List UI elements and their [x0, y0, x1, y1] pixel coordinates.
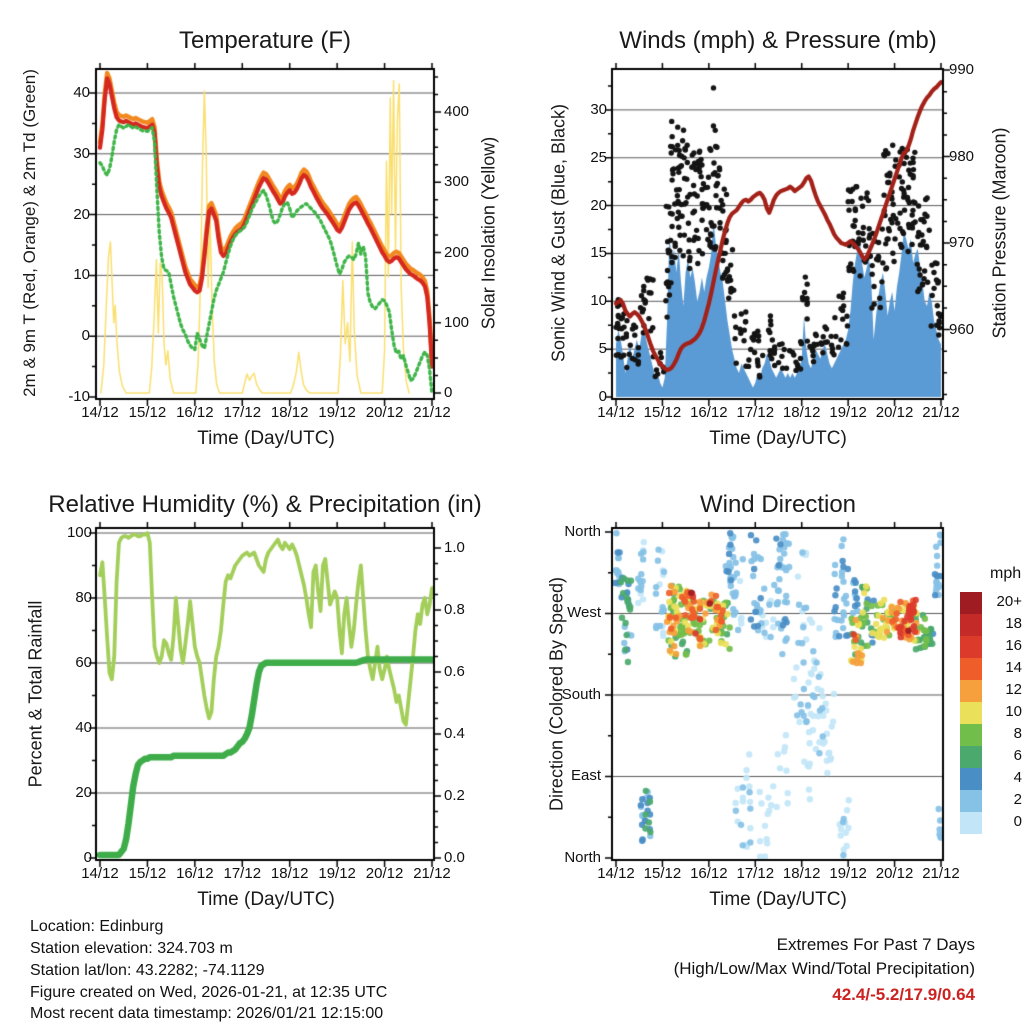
- extremes-values: 42.4/-5.2/17.9/0.64: [832, 985, 975, 1004]
- y-tick-label: South: [561, 685, 601, 703]
- legend-entry: [960, 636, 1022, 658]
- legend-label: 10: [1005, 703, 1022, 720]
- y-tick-label: North: [564, 849, 601, 866]
- y-tick-label: 5: [598, 340, 607, 358]
- legend-label: 6: [1013, 747, 1022, 764]
- y-tick-label: 30: [590, 100, 607, 118]
- x-tick-label: 17/12: [736, 404, 775, 421]
- panel1-title: Temperature (F): [178, 27, 352, 54]
- legend-label: 0: [1013, 813, 1022, 830]
- panel1-ylabel-right: Solar Insolation (Yellow): [478, 136, 499, 330]
- x-tick-label: 19/12: [829, 865, 867, 882]
- y-tick-label: 0.4: [444, 725, 465, 742]
- legend-label: 12: [1005, 681, 1022, 698]
- y-tick-label: 200: [444, 243, 470, 261]
- legend-entry: [960, 812, 1022, 834]
- y-tick-label: 0.2: [444, 787, 465, 804]
- x-tick-label: 19/12: [318, 404, 356, 421]
- y-tick-label: 30: [73, 144, 90, 162]
- extremes-title: Extremes For Past 7 Days: [776, 935, 975, 954]
- x-tick-label: 15/12: [128, 865, 167, 882]
- x-tick-label: 20/12: [365, 865, 404, 882]
- panel4-xtitle: Time (Day/UTC): [709, 889, 847, 910]
- y-tick-label: 60: [75, 654, 92, 671]
- legend-label: 2: [1013, 791, 1022, 808]
- y-tick-label: 1.0: [444, 539, 465, 556]
- y-tick-label: 970: [949, 234, 975, 251]
- panel1-xtitle: Time (Day/UTC): [197, 428, 335, 449]
- panel2-ylabel-right: Station Pressure (Maroon): [989, 127, 1010, 339]
- legend-entry: [960, 768, 1022, 790]
- legend-entry: [960, 790, 1022, 812]
- y-tick-label: 400: [444, 103, 470, 120]
- legend-swatch: [960, 702, 982, 724]
- panel4-ylabel-left: Direction (Colored By Speed): [546, 576, 567, 812]
- x-tick-label: 19/12: [318, 865, 356, 882]
- x-tick-label: 21/12: [922, 865, 960, 882]
- x-tick-label: 21/12: [413, 865, 451, 882]
- panel3-xtitle: Time (Day/UTC): [197, 889, 335, 910]
- panel2-title: Winds (mph) & Pressure (mb): [619, 27, 937, 54]
- x-tick-label: 14/12: [81, 404, 119, 421]
- x-tick-label: 14/12: [597, 404, 635, 421]
- legend-entry: [960, 746, 1022, 768]
- x-tick-label: 21/12: [413, 404, 451, 421]
- x-tick-label: 20/12: [365, 404, 404, 421]
- footer-elevation: Station elevation: 324.703 m: [30, 940, 233, 957]
- legend-swatch: [960, 812, 982, 834]
- panel1-ylabel-left: 2m & 9m T (Red, Orange) & 2m Td (Green): [20, 69, 39, 397]
- y-tick-label: 20: [75, 784, 92, 801]
- panel3-ylabel-left: Percent & Total Rainfall: [25, 600, 46, 788]
- legend-label: 8: [1013, 725, 1022, 742]
- y-tick-label: East: [570, 767, 601, 785]
- legend-swatch: [960, 592, 982, 614]
- y-tick-label: 0.6: [444, 663, 465, 680]
- x-tick-label: 16/12: [690, 865, 728, 882]
- extremes-subtitle: (High/Low/Max Wind/Total Precipitation): [673, 959, 975, 978]
- footer-latlon: Station lat/lon: 43.2282; -74.1129: [30, 962, 265, 979]
- y-tick-label: 25: [590, 148, 607, 166]
- legend-label: 4: [1013, 769, 1022, 786]
- legend-label: 14: [1005, 659, 1022, 676]
- y-tick-label: 0.8: [444, 601, 465, 618]
- y-tick-label: 0.0: [444, 849, 465, 866]
- legend-title: mph: [990, 565, 1022, 582]
- x-tick-label: 15/12: [643, 404, 682, 421]
- x-tick-label: 21/12: [922, 404, 960, 421]
- legend-swatch: [960, 636, 982, 658]
- x-tick-label: 20/12: [875, 404, 914, 421]
- panel3-title: Relative Humidity (%) & Precipitation (in): [48, 491, 482, 518]
- legend-entry: [960, 614, 1022, 636]
- legend-entry: [960, 702, 1022, 724]
- x-tick-label: 17/12: [223, 404, 262, 421]
- y-tick-label: West: [567, 604, 601, 622]
- x-tick-label: 16/12: [690, 404, 728, 421]
- y-tick-label: 0: [598, 388, 607, 405]
- y-tick-label: 80: [75, 589, 92, 606]
- y-tick-label: 0: [83, 849, 92, 866]
- y-tick-label: 100: [66, 524, 92, 541]
- y-tick-label: 20: [590, 196, 607, 214]
- legend-entry: [960, 592, 1022, 614]
- y-tick-label: 40: [73, 84, 90, 101]
- y-tick-label: 40: [75, 719, 92, 736]
- x-tick-label: 16/12: [176, 865, 214, 882]
- y-tick-label: 100: [444, 313, 470, 331]
- x-tick-label: 18/12: [270, 404, 309, 421]
- legend-swatch: [960, 680, 982, 702]
- y-tick-label: 960: [949, 320, 975, 338]
- legend-swatch: [960, 724, 982, 746]
- y-tick-label: 15: [590, 244, 607, 262]
- legend-swatch: [960, 790, 982, 812]
- x-tick-label: 14/12: [81, 865, 119, 882]
- y-tick-label: 0: [444, 384, 453, 401]
- legend-swatch: [960, 768, 982, 790]
- y-tick-label: 980: [949, 147, 975, 165]
- legend-swatch: [960, 614, 982, 636]
- legend-label: 20+: [996, 593, 1022, 610]
- y-tick-label: 10: [73, 266, 90, 284]
- panel2-xtitle: Time (Day/UTC): [709, 428, 847, 449]
- legend-entry: [960, 680, 1022, 702]
- footer-location: Location: Edinburg: [30, 918, 164, 935]
- x-tick-label: 14/12: [597, 865, 635, 882]
- legend-entry: [960, 724, 1022, 746]
- y-tick-label: North: [564, 522, 601, 540]
- footer-timestamp: Most recent data timestamp: 2026/01/21 12:15:00: [30, 1005, 384, 1022]
- x-tick-label: 20/12: [875, 865, 914, 882]
- x-tick-label: 18/12: [782, 865, 821, 882]
- y-tick-label: 20: [73, 205, 90, 223]
- panel2-ylabel-left: Sonic Wind & Gust (Blue, Black): [548, 103, 569, 363]
- x-tick-label: 18/12: [782, 404, 821, 421]
- legend-entry: [960, 658, 1022, 680]
- legend-label: 16: [1005, 637, 1022, 654]
- x-tick-label: 19/12: [829, 404, 867, 421]
- y-tick-label: 10: [590, 292, 607, 310]
- legend-swatch: [960, 658, 982, 680]
- x-tick-label: 17/12: [736, 865, 775, 882]
- footer-created: Figure created on Wed, 2026-01-21, at 12:35 UTC: [30, 984, 388, 1001]
- legend-swatch: [960, 746, 982, 768]
- x-tick-label: 15/12: [643, 865, 682, 882]
- x-tick-label: 16/12: [176, 404, 214, 421]
- x-tick-label: 17/12: [223, 865, 262, 882]
- y-tick-label: 0: [81, 327, 90, 345]
- x-tick-label: 18/12: [270, 865, 309, 882]
- y-tick-label: 990: [949, 61, 975, 78]
- y-tick-label: 300: [444, 173, 470, 191]
- panel4-title: Wind Direction: [699, 491, 857, 518]
- legend-label: 18: [1005, 615, 1022, 632]
- y-tick-label: -10: [68, 388, 90, 405]
- x-tick-label: 15/12: [128, 404, 167, 421]
